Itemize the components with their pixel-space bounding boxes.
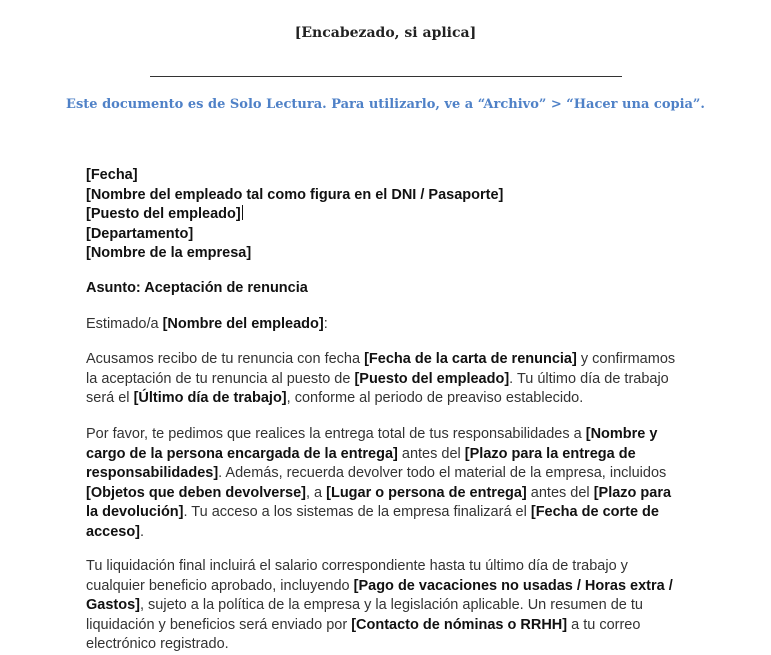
address-block: [86, 166, 503, 264]
read-only-notice: Este documento es de Solo Lectura. Para utilizarlo, ve a “Archivo” > “Hacer una copia”.: [66, 97, 705, 112]
header-divider: [150, 76, 622, 77]
department-line: [Departamento]: [86, 225, 194, 242]
paragraph-final-settlement: Tu liquidación final incluirá el salario correspondiente hasta tu último día de trabajo y cualquier beneficio aprobado, incluyendo [Pago de vacaciones no usadas / Horas extra / Gastos], sujeto a la política de la empresa y la legislación aplicable. Un resumen de tu liquidación y beneficios será enviado por [Contacto de nóminas o RRHH] a tu correo electrónico registrado.: [86, 558, 673, 652]
greeting: Estimado/a [Nombre del empleado]:: [86, 316, 328, 332]
subject-line: Asunto: Aceptación de renuncia: [86, 280, 308, 296]
text-cursor: [242, 205, 244, 220]
position-line: [Puesto del empleado]: [86, 205, 503, 225]
document-header: [Encabezado, si aplica]: [294, 25, 477, 41]
employee-name-line: [Nombre del empleado tal como figura en el DNI / Pasaporte]: [86, 186, 504, 203]
date-line: [Fecha]: [86, 167, 138, 183]
paragraph-resignation-acceptance: Acusamos recibo de tu renuncia con fecha [Fecha de la carta de renuncia] y confirmamos la aceptación de tu renuncia al puesto de [Puesto del empleado]. Tu último día de trabajo será el [Último día de trabajo], conforme al periodo de preaviso establecido.: [86, 351, 676, 406]
company-line: [Nombre de la empresa]: [86, 245, 252, 262]
paragraph-handover: Por favor, te pedimos que realices la entrega total de tus responsabilidades a [Nombre y cargo de la persona encargada de la entrega] antes del [Plazo para la entrega de responsabilidades]. Además, recuerda devolver todo el material de la empresa, incluidos [Objetos que deben devolverse], a [Lugar o persona de entrega] antes del [Plazo para la devolución]. Tu acceso a los sistemas de la empresa finalizará el [Fecha de corte de acceso].: [86, 426, 672, 540]
